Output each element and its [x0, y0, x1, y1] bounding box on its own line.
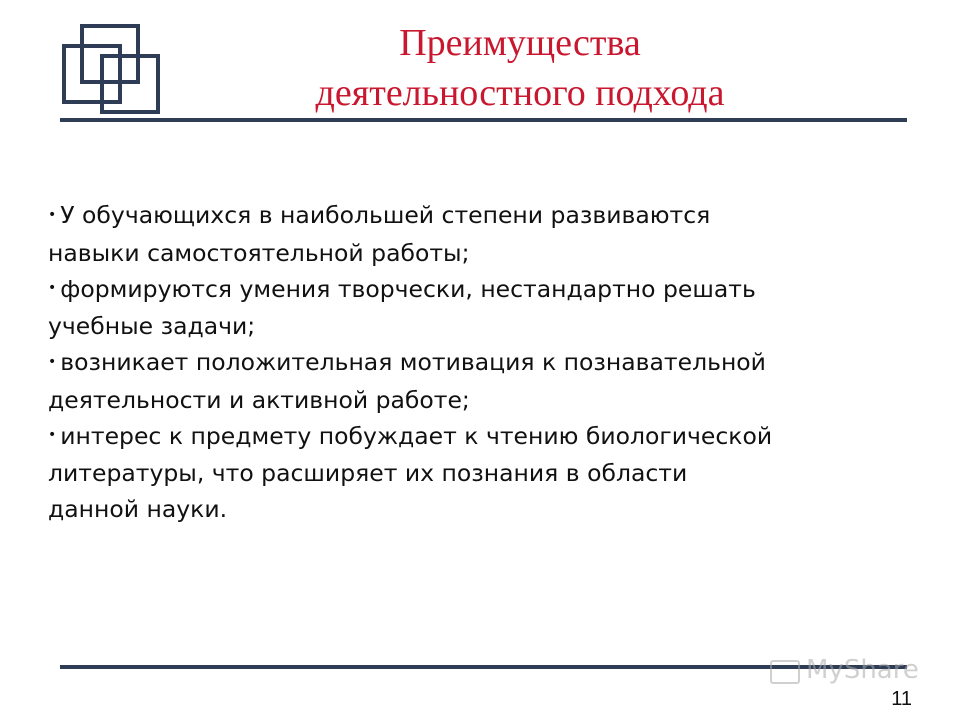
bullet-text: У обучающихся в наибольшей степени развиваются [60, 201, 711, 229]
bullet-text: литературы, что расширяет их познания в области [48, 459, 688, 487]
slide-title-line-2: деятельностного подхода [315, 72, 725, 114]
logo-square-front [100, 54, 160, 114]
overlapping-squares-logo-icon [62, 24, 164, 114]
watermark-text: MyShare [806, 655, 919, 685]
bullet-text: данной науки. [48, 495, 228, 523]
bullet-text: формируются умения творчески, нестандартно решать [60, 274, 756, 303]
bullet-text: навыки самостоятельной работы; [48, 238, 470, 267]
bullet-item [48, 344, 908, 418]
slide-title-line-1: Преимущества [399, 22, 641, 64]
bullet-list [48, 197, 908, 527]
bullet-item [48, 271, 908, 345]
bullet-text: деятельности и активной работе; [48, 385, 470, 414]
bullet-dot: • [48, 206, 57, 223]
bullet-text: возникает положительная мотивация к познавательной [60, 348, 766, 376]
slide-title [160, 18, 880, 118]
bullet-item [48, 418, 908, 528]
bullet-text: интерес к предмету побуждает к чтению биологической [60, 421, 773, 450]
bullet-dot: • [48, 427, 57, 443]
page-number: 11 [891, 688, 912, 710]
bullet-item [48, 197, 908, 271]
title-underline [60, 118, 907, 122]
watermark-icon [770, 660, 800, 684]
bullet-dot: • [48, 353, 57, 370]
bullet-dot: • [48, 280, 57, 296]
bullet-text: учебные задачи; [48, 312, 256, 340]
